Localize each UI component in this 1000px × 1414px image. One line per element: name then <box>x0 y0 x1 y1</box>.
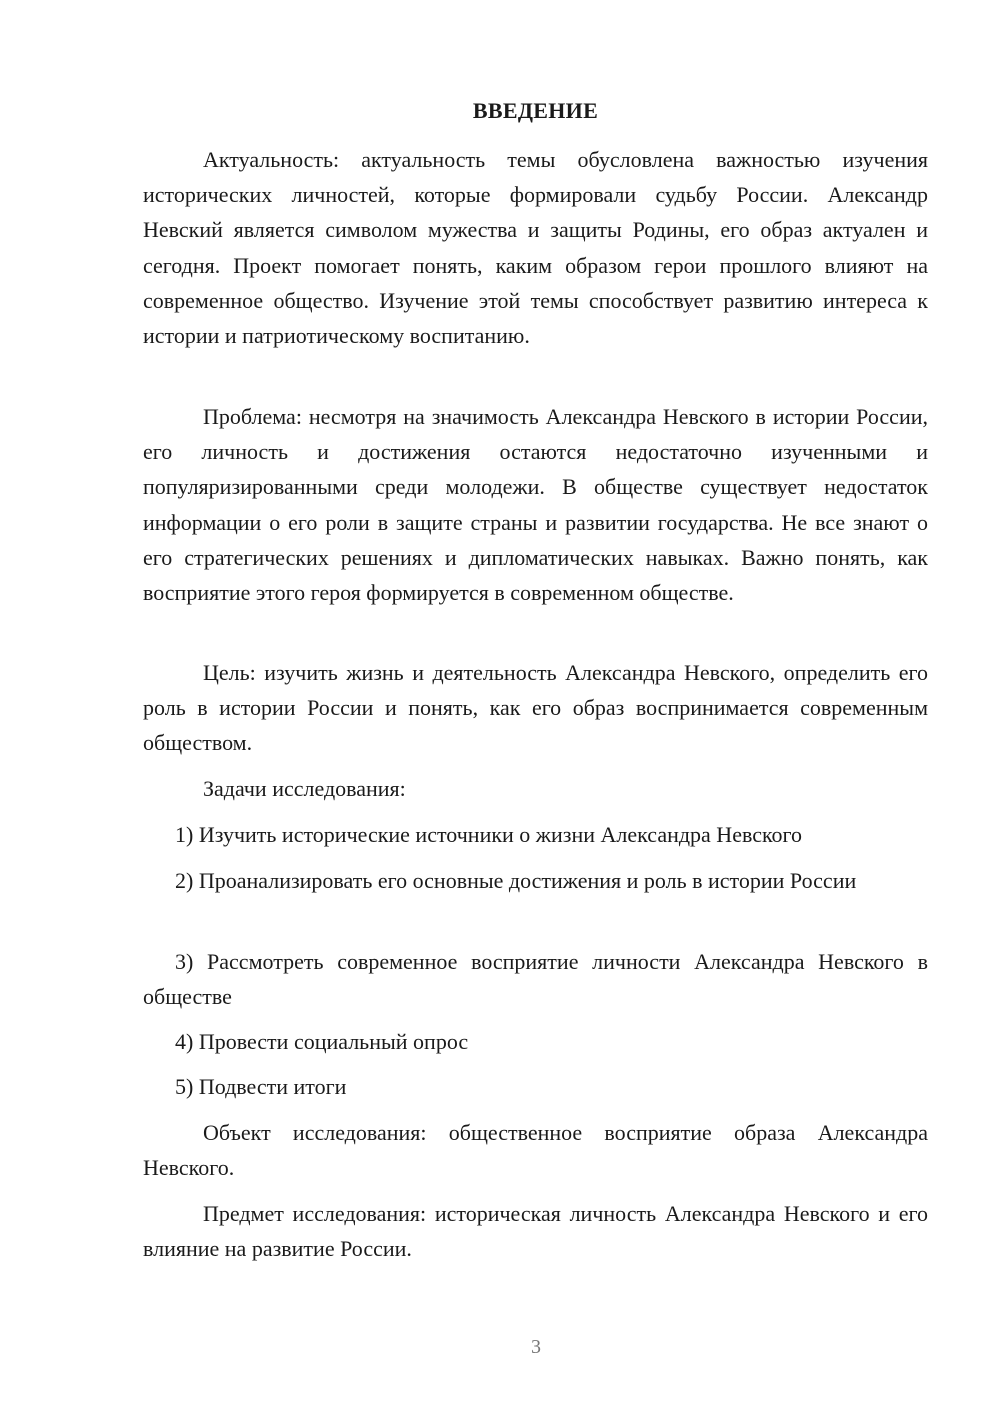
page-title: ВВЕДЕНИЕ <box>472 98 599 123</box>
list-item-task-2: 2) Проанализировать его основные достижения и роль в истории России <box>175 868 857 893</box>
paragraph-problem: Проблема: несмотря на значимость Александра Невского в истории России, его личность и достижения остаются недостаточно изученными и популяризированными среди молодежи. В обществе существует недостаток информации о его роли в защите страны и развитии государства. Не все знают о его стратегических решениях и дипломатических навыках. Важно понять, как восприятие этого героя формируется в современном обществе. <box>143 404 928 606</box>
list-item-task-5: 5) Подвести итоги <box>175 1074 347 1099</box>
list-item-task-1: 1) Изучить исторические источники о жизни Александра Невского <box>175 822 803 847</box>
tasks-heading: Задачи исследования: <box>203 776 406 801</box>
paragraph-object: Объект исследования: общественное восприятие образа Александра Невского. <box>143 1120 928 1181</box>
paragraph-goal: Цель: изучить жизнь и деятельность Александра Невского, определить его роль в истории России и понять, как его образ воспринимается современным обществом. <box>143 660 928 756</box>
page-number: 3 <box>531 1336 541 1358</box>
list-item-task-4: 4) Провести социальный опрос <box>175 1029 469 1054</box>
paragraph-subject: Предмет исследования: историческая личность Александра Невского и его влияние на развитие России. <box>143 1201 928 1262</box>
paragraph-actuality: Актуальность: актуальность темы обусловлена важностью изучения исторических личностей, которые формировали судьбу России. Александр Невский является символом мужества и защиты Родины, его образ актуален и сегодня. Проект помогает понять, каким образом герои прошлого влияют на современное общество. Изучение этой темы способствует развитию интереса к истории и патриотическому воспитанию. <box>143 147 928 349</box>
list-item-task-3: 3) Рассмотреть современное восприятие личности Александра Невского в обществе <box>143 949 928 1010</box>
